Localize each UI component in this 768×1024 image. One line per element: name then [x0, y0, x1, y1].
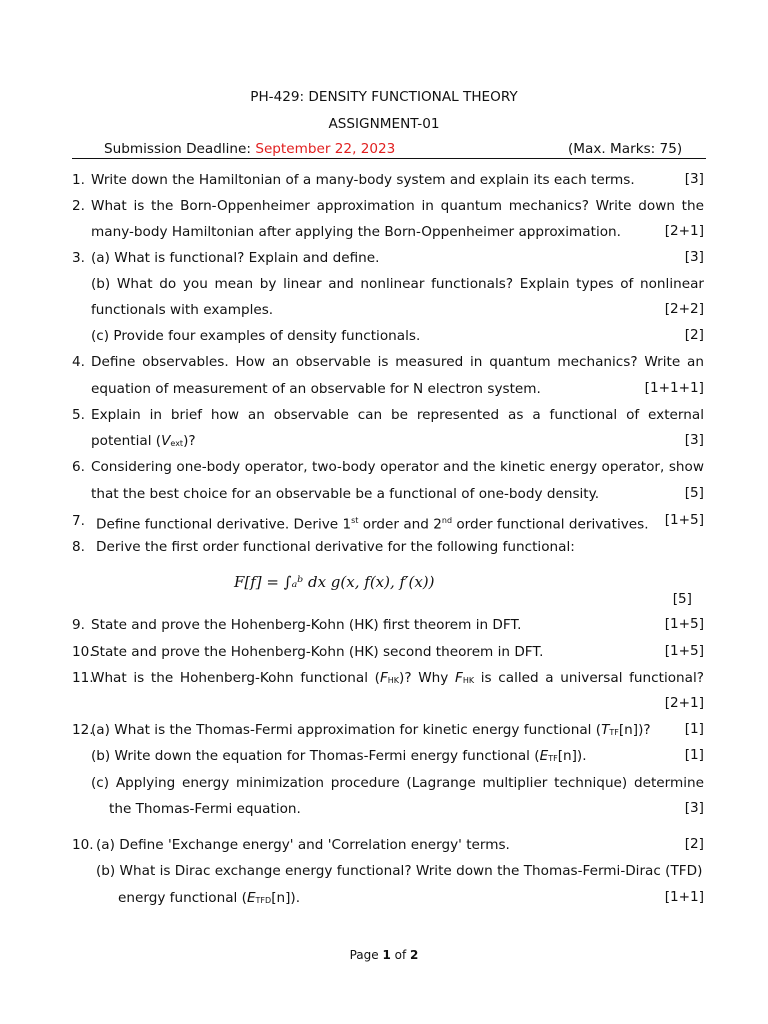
question-12b	[91, 747, 651, 768]
question-12a	[72, 721, 704, 739]
question-number: 12.	[72, 722, 94, 738]
marks-13a: [2]	[684, 836, 704, 852]
potential-symbol: V	[161, 433, 171, 449]
question-9	[72, 616, 704, 634]
question-4	[72, 353, 704, 371]
question-number: 5.	[72, 407, 85, 423]
question-7	[72, 512, 704, 533]
page-footer	[0, 948, 768, 962]
course-title: PH-429: DENSITY FUNCTIONAL THEORY	[250, 89, 518, 105]
marks-12b: [1]	[684, 747, 704, 763]
question-10	[72, 643, 704, 661]
subscript: HK	[387, 676, 400, 685]
marks-13b: [1+1]	[664, 889, 704, 905]
marks-12a: [1]	[684, 721, 704, 737]
question-number: 1.	[72, 172, 85, 188]
text: What is the Hohenberg-Kohn functional (	[91, 670, 380, 686]
question-3b-line2: functionals with examples.	[91, 302, 274, 318]
question-text: Considering one-body operator, two-body operator and the kinetic energy operator, show	[91, 459, 704, 475]
question-text: Write down the Hamiltonian of a many-body system and explain its each terms.	[91, 172, 635, 188]
question-5-line2	[91, 432, 591, 453]
question-3a	[72, 249, 704, 267]
text: of	[390, 948, 411, 962]
question-number: 7.	[72, 513, 85, 529]
question-text: Derive the first order functional derivative for the following functional:	[96, 539, 575, 555]
header-divider	[72, 158, 706, 159]
marks-12c: [3]	[684, 800, 704, 816]
superscript: nd	[441, 516, 453, 525]
question-2	[72, 197, 704, 215]
question-text: What is the Born-Oppenheimer approximation in quantum mechanics? Write down the	[91, 198, 704, 214]
marks-4: [1+1+1]	[644, 380, 704, 396]
marks-9: [1+5]	[664, 616, 704, 632]
question-text: (a) What is functional? Explain and define.	[91, 250, 380, 266]
question-number: 9.	[72, 617, 85, 633]
subscript: ext	[170, 439, 184, 448]
marks-7: [1+5]	[664, 512, 704, 528]
text: energy functional (	[118, 890, 247, 906]
question-number: 11.	[72, 670, 94, 686]
marks-3b: [2+2]	[664, 301, 704, 317]
marks-8: [5]	[672, 591, 692, 607]
question-13b: (b) What is Dirac exchange energy functional? Write down the Thomas-Fermi-Dirac (TFD)	[96, 863, 703, 879]
subscript: TF	[548, 754, 558, 763]
deadline-date: September 22, 2023	[255, 141, 396, 157]
max-marks: (Max. Marks: 75)	[568, 141, 683, 157]
text: )? Why	[399, 670, 455, 686]
question-3b: (b) What do you mean by linear and nonlinear functionals? Explain types of nonlinear	[91, 276, 704, 292]
question-text	[91, 721, 651, 742]
question-number: 4.	[72, 354, 85, 370]
question-text: Define observables. How an observable is measured in quantum mechanics? Write an	[91, 354, 704, 370]
question-text: Explain in brief how an observable can be represented as a functional of external	[91, 407, 704, 423]
page-total: 2	[410, 948, 419, 962]
question-12c: (c) Applying energy minimization procedure (Lagrange multiplier technique) determine	[91, 775, 704, 791]
question-13a	[72, 836, 704, 854]
question-number: 2.	[72, 198, 85, 214]
question-11	[72, 669, 704, 687]
subscript: HK	[462, 676, 475, 685]
question-number: 10.	[72, 837, 94, 853]
question-6-line2: that the best choice for an observable be a functional of one-body density.	[91, 486, 600, 502]
marks-2: [2+1]	[664, 223, 704, 239]
marks-10: [1+5]	[664, 643, 704, 659]
question-5	[72, 406, 704, 424]
text: is called a universal functional?	[474, 670, 704, 686]
marks-3c: [2]	[684, 327, 704, 343]
marks-1: [3]	[684, 171, 704, 187]
question-text	[91, 669, 704, 690]
question-number: 10.	[72, 644, 94, 660]
marks-11: [2+1]	[664, 695, 704, 711]
marks-3a: [3]	[684, 249, 704, 265]
symbol: T	[601, 722, 610, 738]
question-number: 8.	[72, 539, 85, 555]
question-3c: (c) Provide four examples of density functionals.	[91, 328, 421, 344]
text: Define functional derivative. Derive 1	[96, 516, 352, 533]
text: (b) Write down the equation for Thomas-Fermi energy functional (	[91, 748, 540, 764]
question-text	[96, 512, 649, 534]
text: order functional derivatives.	[452, 516, 649, 533]
question-text: State and prove the Hohenberg-Kohn (HK) second theorem in DFT.	[91, 644, 544, 660]
question-text: (a) Define 'Exchange energy' and 'Correlation energy' terms.	[96, 837, 510, 853]
text: order and 2	[358, 516, 442, 533]
functional-formula: F[f] = ∫ₐᵇ dx g(x, f(x), f′(x))	[234, 573, 435, 591]
question-6	[72, 458, 704, 476]
superscript: st	[351, 516, 359, 525]
question-number: 6.	[72, 459, 85, 475]
text: [n])?	[618, 722, 651, 738]
marks-5: [3]	[684, 432, 704, 448]
deadline-label: Submission Deadline:	[104, 141, 256, 157]
question-8	[72, 538, 704, 556]
question-1	[72, 171, 704, 189]
symbol: E	[539, 748, 549, 764]
question-12c-line2: the Thomas-Fermi equation.	[109, 801, 301, 817]
question-4-line2: equation of measurement of an observable for N electron system.	[91, 381, 541, 397]
functional-symbol: F	[379, 670, 388, 686]
marks-6: [5]	[684, 485, 704, 501]
assignment-title: ASSIGNMENT-01	[328, 116, 440, 132]
symbol: E	[246, 890, 256, 906]
question-2-line2: many-body Hamiltonian after applying the Born-Oppenheimer approximation.	[91, 224, 621, 240]
question-13b-line2	[118, 889, 568, 910]
text: )?	[183, 433, 196, 449]
question-text: State and prove the Hohenberg-Kohn (HK) first theorem in DFT.	[91, 617, 522, 633]
question-number: 3.	[72, 250, 85, 266]
text: [n]).	[271, 890, 301, 906]
submission-deadline	[104, 141, 395, 157]
text: Page	[349, 948, 383, 962]
text: [n]).	[557, 748, 587, 764]
functional-symbol: F	[454, 670, 463, 686]
page-number: 1	[382, 948, 391, 962]
subscript: TF	[609, 728, 619, 737]
text: potential (	[91, 433, 162, 449]
subscript: TFD	[255, 896, 272, 905]
text: (a) What is the Thomas-Fermi approximation for kinetic energy functional (	[91, 722, 602, 738]
